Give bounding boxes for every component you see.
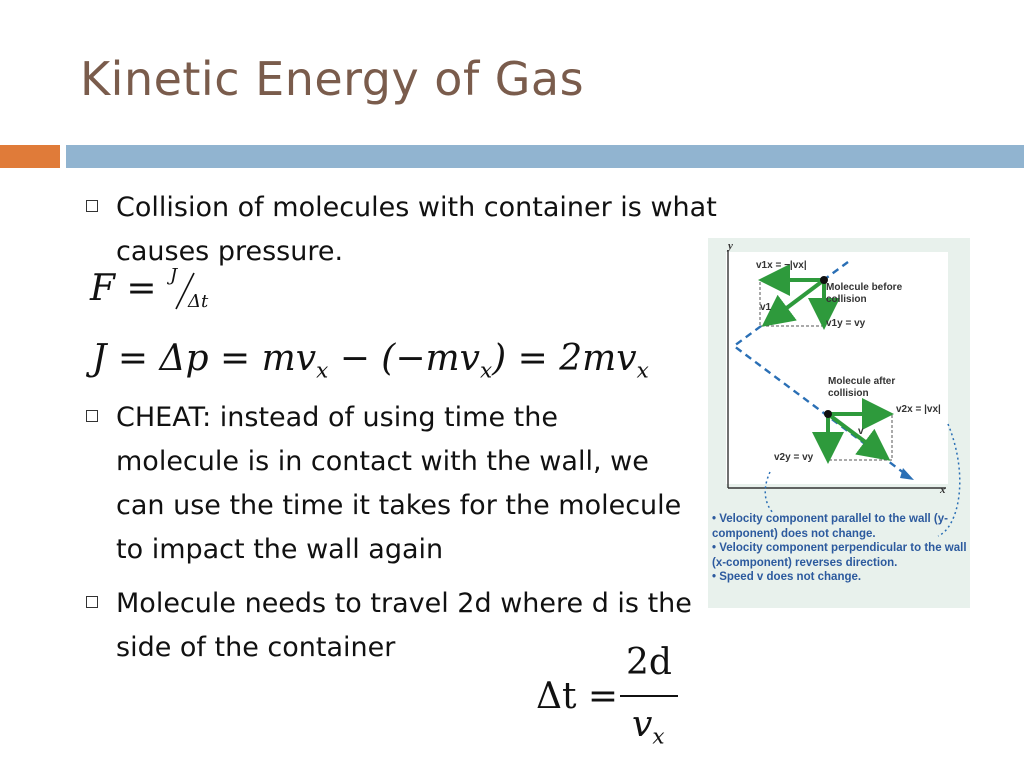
accent-bar-blue	[66, 145, 1024, 168]
equation-time-lhs: Δt =	[536, 676, 619, 717]
figure-caption	[712, 512, 970, 585]
v-label: v	[858, 426, 864, 437]
caption-line: • Velocity component parallel to the wall (y-component) does not change.	[712, 513, 948, 540]
v1y-label: v1y = vy	[826, 318, 866, 329]
bullet-collision	[86, 186, 726, 274]
bullet-text: Molecule needs to travel 2d where d is the side of the container	[116, 588, 692, 663]
accent-bar-orange	[0, 145, 60, 168]
equation-force-num: J	[170, 265, 178, 286]
before-collision-label: Molecule before collision	[826, 282, 903, 305]
axis-y-label: y	[728, 240, 733, 252]
caption-line: • Speed v does not change.	[712, 571, 862, 583]
equation-impulse-render: $J = \Delta p = mv_x - (-mv_x) = 2mv_x$	[92, 338, 649, 384]
slide-title: Kinetic Energy of Gas	[80, 52, 585, 106]
v2y-label: v2y = vy	[774, 452, 814, 463]
equation-force-lhs: F =	[90, 268, 157, 309]
after-collision-label: Molecule after collision	[828, 376, 896, 399]
equation-force-den: Δt	[188, 291, 209, 312]
bullet-text: Collision of molecules with container is what causes pressure.	[116, 192, 717, 267]
equation-force	[90, 265, 216, 312]
equation-time	[536, 640, 696, 760]
bullet-square-icon	[86, 410, 98, 422]
v1x-label: v1x = −|vx|	[756, 260, 807, 271]
molecule-after	[824, 410, 832, 418]
axis-x-label: x	[940, 484, 946, 496]
equation-impulse	[92, 338, 649, 384]
v2x-label: v2x = |vx|	[896, 404, 941, 415]
bullet-square-icon	[86, 596, 98, 608]
bullet-square-icon	[86, 200, 98, 212]
equation-time-num: 2d	[626, 642, 672, 683]
bullet-text: CHEAT: instead of using time the molecule is in contact with the wall, we can use the time it takes for the molecule to impact the wall again	[116, 402, 682, 565]
equation-time-den: $v_x$	[632, 704, 665, 750]
v1-label: v1	[760, 302, 772, 313]
fraction-bar	[620, 695, 678, 697]
bullet-cheat	[86, 396, 686, 572]
caption-line: • Velocity component perpendicular to the wall (x-component) reverses direction.	[712, 542, 967, 569]
